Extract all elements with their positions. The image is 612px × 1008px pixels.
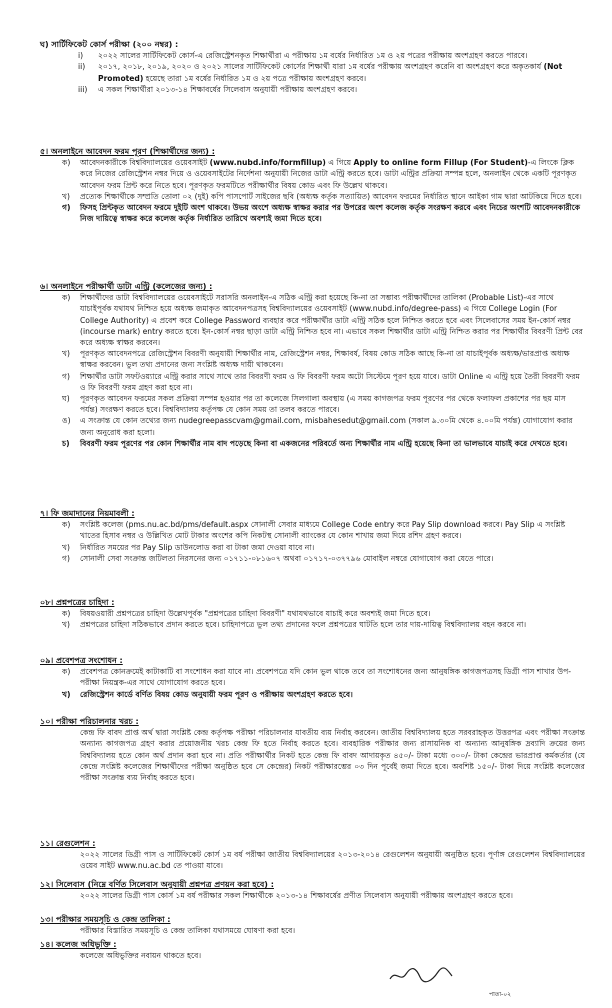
item-text: রেজিস্ট্রেশন কার্ডে বর্ণিত বিষয় কোড অনুযায়ী ফরম পূরণ ও পরীক্ষায় অংশগ্রহণ করতে হবে।	[80, 689, 353, 699]
section-body: কলেজে অধিভুক্তির নবায়ন থাকতে হবে।	[80, 951, 202, 961]
item-marker: গ)	[62, 371, 70, 381]
section-heading: ০৮। প্রশ্নপত্রের চাহিদা :	[40, 598, 115, 607]
item-text: পূরণকৃত আবেদন ফরমের সকল প্রক্রিয়া সম্পন্ন হওয়ার পর তা কলেজে সিলগালা অবস্থায় (এ সময় কাগজপত্র ফরম পূরণের পর থেকে ফলাফল প্রকাশের পর ছয় মাস পর্যন্ত) সংরক্ষণ করতে হবে। বিশ্ববিদ্যালয় কর্তৃপক্ষ যে কোন সময় তা তলব করতে পারবে।	[80, 394, 566, 415]
section-regulation	[40, 838, 585, 872]
item-text-bold: (Not Promoted)	[98, 62, 563, 83]
item-marker: চ)	[62, 438, 70, 448]
item-text: ২০১৭, ২০১৮, ২০১৯, ২০২০ ও ২০২১ সালের সার্টিফিকেট কোর্সের শিক্ষার্থী যারা ১ম বর্ষের পরীক্ষায় অংশগ্রহণ করেনি বা অংশগ্রহণ করে অকৃতকার্য	[98, 62, 542, 72]
item-text: প্রশ্নপত্রের চাহিদা সঠিকভাবে প্রদান করতে হবে। চাহিদাপত্রে ভুল তথ্য প্রদানের ফলে প্রশ্নপত্রের ঘাটতি হলে তার দায়-দায়িত্ব বিশ্ববিদ্যালয় বহন করবে না।	[80, 620, 527, 630]
item-marker: গ)	[62, 553, 70, 563]
item-marker: i)	[78, 51, 84, 61]
section-heading: ৫। অনলাইনে আবেদন ফরম পূরণ (শিক্ষার্থীদের জন্য) :	[40, 147, 215, 156]
section-heading: ১৩। পরীক্ষার সময়সূচি ও কেন্দ্র তালিকা :	[40, 915, 171, 924]
item-text-bold: Apply to online form Fillup (For Student)	[353, 158, 528, 168]
section-body: কেন্দ্র ফি বাবদ প্রাপ্ত অর্থ দ্বারা সংশ্লিষ্ট কেন্দ্র কর্তৃপক্ষ পরীক্ষা পরিচালনার যাবতীয় ব্যয় নির্বাহ করবেন। জাতীয় বিশ্ববিদ্যালয় হতে সরবরাহকৃত উত্তরপত্র এবং পরীক্ষা সংক্রান্ত অন্যান্য কাগজপত্র গ্রহণ করার প্রয়োজনীয় খরচ কেন্দ্র ফি হতে নির্বাহ করতে হবে। ব্যবহারিক পরীক্ষার জন্য রাসায়নিক বা অন্যান্য আনুষঙ্গিক দ্রব্যাদি ক্রয়ের জন্য বিশ্ববিদ্যালয় হতে কোন অর্থ প্রদান করা হবে না। প্রতি পরীক্ষার্থীর নিকট হতে কেন্দ্র ফি বাবদ আদায়কৃত ৪৫০/- টাকা মধ্যে ৩০০/- টাকা কেন্দ্রের ভারপ্রাপ্ত কর্মকর্তার (যে কেন্দ্রে সংশ্লিষ্ট কলেজের শিক্ষার্থীদের পরীক্ষা অনুষ্ঠিত হবে সে কেন্দ্রের) নিকট পরীক্ষারম্ভের ০৩ দিন পূর্বেই জমা দিতে হবে। অবশিষ্ট ১৫০/- টাকা দিয়ে সংশ্লিষ্ট কলেজের পরীক্ষা সংক্রান্ত ব্যয় নির্বাহ করতে হবে।	[80, 728, 585, 783]
section-admit-card-correction	[40, 655, 585, 700]
section-heading: ১২। সিলেবাস (নিম্নে বর্ণিত সিলেবাস অনুযায়ী প্রশ্নপত্র প্রণয়ন করা হবে) :	[40, 880, 274, 889]
section-fee-deposit-rules	[40, 508, 585, 564]
section-heading: ১৪। কলেজ অধিভুক্তি :	[40, 940, 117, 949]
section-college-affiliation	[40, 939, 585, 961]
item-text: পূরণকৃত আবেদনপত্রে রেজিস্ট্রেশন বিবরণী অনুযায়ী শিক্ষার্থীর নাম, রেজিস্ট্রেশন নম্বর, শিক্ষাবর্ষ, বিষয় কোড সঠিক আছে কি-না তা যাচাইপূর্বক অধ্যক্ষ/ভারপ্রাপ্ত অধ্যক্ষ স্বাক্ষর করবেন। ভুল তথ্য প্রদানের জন্য সংশ্লিষ্ট অধ্যক্ষ দায়ী থাকবেন।	[80, 349, 570, 370]
section-heading: ঘ) সার্টিফিকেট কোর্স পরীক্ষা (২০০ নম্বর) :	[40, 40, 179, 49]
item-text: প্রত্যেক শিক্ষার্থীকে সম্প্রতি তোলা ০২ (দুই) কপি পাসপোর্ট সাইজের ছবি (অধ্যক্ষ কর্তৃক সত্যায়িত) আবেদন ফরমের নির্ধারিত স্থানে আইকা গাম দ্বারা আটকিয়ে দিতে হবে।	[80, 191, 582, 201]
section-body: ২০২২ সালের ডিগ্রী পাস ও সার্টিফিকেট কোর্স ১ম বর্ষ পরীক্ষা জাতীয় বিশ্ববিদ্যালয়ের ২০১৩-২০১৪ রেগুলেশন অনুযায়ী অনুষ্ঠিত হবে। পূর্ণাঙ্গ রেগুলেশন বিশ্ববিদ্যালয়ের ওয়েব সাইট www.nu.ac.bd তে পাওয়া যাবে।	[80, 850, 585, 871]
item-marker: ii)	[78, 62, 86, 72]
item-text: এ সংক্রান্ত যে কোন তথ্যের জন্য nudegreepasscvam@gmail.com, misbahesedut@gmail.com (সকাল ৯.৩০মি থেকে ৪.০০মি পর্যন্ত) যোগাযোগ করার জন্য অনুরোধ করা হলো।	[80, 416, 573, 437]
section-online-form-fillup	[40, 146, 585, 224]
item-marker: খ)	[62, 349, 70, 359]
item-text: ফিসহ প্রিন্টকৃত আবেদন ফরমে দুইটি অংশ থাকবে। উভয় অংশে অধ্যক্ষ স্বাক্ষর করার পর উপরের অংশ কলেজ কর্তৃক সংরক্ষণ করবে এবং নিচের অংশটি আবেদনকারীকে নিজ দায়িত্বে স্বাক্ষর করে কলেজ কর্তৃক নির্ধারিত তারিখে অবশ্যই জমা দিতে হবে।	[80, 203, 581, 224]
page-number: পাতা-০২	[489, 991, 512, 998]
section-heading: ৬। অনলাইনে পরীক্ষার্থী ডাটা এন্ট্রি (কলেজের জন্য) :	[40, 282, 213, 291]
item-text: ২০২২ সালের সার্টিফিকেট কোর্স-এ রেজিস্ট্রেশনকৃত শিক্ষার্থীরা এ পরীক্ষায় ১ম বর্ষের নির্ধারিত ১ম ও ২য় পত্রের পরীক্ষায় অংশগ্রহণ করতে পারবে।	[98, 51, 528, 61]
item-text: সোনালী সেবা সংক্রান্ত জটিলতা নিরসনের জন্য ০১৭১১-০৮১৬০৭ অথবা ০১৭১৭-০৩৭৭৯৬ মোবাইল নম্বরে যোগাযোগ করা যেতে পারে।	[80, 553, 494, 563]
section-heading: ১১। রেগুলেশন :	[40, 839, 96, 848]
section-body: ২০২২ সালের ডিগ্রী পাস কোর্স ১ম বর্ষ পরীক্ষার সকল শিক্ষার্থীকে ২০১৩-১৪ শিক্ষাবর্ষের প্রণীত সিলেবাস অনুযায়ী পরীক্ষায় অংশগ্রহণ করতে হবে।	[80, 891, 513, 901]
website-link[interactable]: (www.nubd.info/formfillup)	[209, 158, 326, 168]
item-text: শিক্ষার্থীদের ডাটা বিশ্ববিদ্যালয়ের ওয়েবসাইটে সরাসরি অনলাইন-এ সঠিক এন্ট্রি করা হয়েছে কি-না তা সম্ভাব্য পরীক্ষার্থীদের তালিকা (Probable List)-এর সাথে যাচাইপূর্বক যথাযথ নিশ্চিত হয়ে অধ্যক্ষ জমাকৃত আবেদনপত্রসহ বিশ্ববিদ্যালয়ের ওয়েবসাইট (www.nubd.info/degree-pass) এ গিয়ে College Login (For College Authority) এ প্রবেশ করে College Password ব্যবহার করে পরীক্ষার্থীর ডাটা এন্ট্রি সঠিক হলে নিশ্চিত করতে হবে এবং সিলেবাসের সময় ইন-কোর্স নম্বর (incourse mark) entry করতে হবে। ইন-কোর্স নম্বর ছাড়া ডাটা এন্ট্রি নিশ্চিত হবে না। এভাবে সকল শিক্ষার্থীর ডাটা এন্ট্রি নিশ্চিত করার পর শিক্ষার্থীর বিবরণী প্রিন্ট বের করে অধ্যক্ষ স্বাক্ষর করবেন।	[80, 293, 583, 348]
section-certificate-course	[40, 39, 585, 95]
item-text: বিবরণী ফরম পূরণের পর কোন শিক্ষার্থীর নাম বাদ পড়েছে কিনা বা একজনের পরিবর্তে অন্য শিক্ষার্থীর নাম এন্ট্রি হয়েছে কিনা তা ভালভাবে যাচাই করে দেখতে হবে।	[80, 438, 568, 448]
item-marker: ক)	[62, 667, 71, 677]
section-heading: ৭। ফি জমাদানের নিয়মাবলী :	[40, 509, 135, 518]
handwritten-signature	[386, 965, 456, 985]
section-body: পরীক্ষার বিস্তারিত সময়সূচি ও কেন্দ্র তালিকা যথাসময়ে ঘোষণা করা হবে।	[80, 926, 296, 936]
section-exam-schedule	[40, 914, 585, 936]
item-marker: খ)	[62, 620, 70, 630]
item-text: নির্ধারিত সময়ের পর Pay Slip ডাউনলোড করা বা টাকা জমা দেওয়া যাবে না।	[80, 542, 315, 552]
item-marker: ঘ)	[62, 394, 70, 404]
item-marker: iii)	[78, 84, 88, 94]
item-text: হয়েছে তারা ১ম বর্ষের নির্ধারিত ১ম ও ২য় পত্রে পরীক্ষায় অংশগ্রহণ করবে।	[145, 73, 367, 83]
item-text: -এ লিংকে ক্লিক করে নিজের রেজিস্ট্রেশন নম্বর দিয়ে ও ওয়েবসাইটের নির্দেশনা অনুযায়ী নিজের ডাটা এন্ট্রি করতে হবে। ডাটা এন্ট্রির প্রক্রিয়া সম্পন্ন হলে, অনলাইন থেকে একটি পূরণকৃত আবেদন ফরম প্রিন্ট করে নিতে হবে। পূরণকৃত ফরমটিতে পরীক্ষার্থীর বিষয় কোড এবং ফি উল্লেখ থাকবে।	[80, 158, 577, 190]
section-heading: ০৯। প্রবেশপত্র সংশোধন :	[40, 656, 123, 665]
item-marker: গ)	[62, 203, 71, 213]
item-text: এ গিয়ে	[328, 158, 352, 168]
item-marker: ক)	[62, 158, 71, 168]
item-text: বিষয়ওয়ারী প্রশ্নপত্রের চাহিদা উল্লেখপূর্বক "প্রশ্নপত্রের চাহিদা বিবরণী" যথাযথভাবে যাচাই করে অবশ্যই জমা দিতে হবে।	[80, 609, 431, 619]
item-marker: খ)	[62, 191, 70, 201]
item-text: প্রবেশপত্র কোনক্রমেই কাটাকাটি বা সংশোধন করা যাবে না। প্রবেশপত্রে যদি কোন ভুল থাকে তবে তা সংশোধনের জন্য আনুষঙ্গিক কাগজপত্রসহ ডিগ্রী পাস শাখার উপ-পরীক্ষা নিয়ন্ত্রক-এর সাথে যোগাযোগ করতে হবে।	[80, 667, 572, 688]
item-marker: ক)	[62, 293, 71, 303]
item-marker: খ)	[62, 542, 70, 552]
section-heading: ১০। পরীক্ষা পরিচালনার খরচ :	[40, 717, 139, 726]
item-text: এ সকল শিক্ষার্থীরা ২০১৩-১৪ শিক্ষাবর্ষের সিলেবাস অনুযায়ী পরীক্ষায় অংশগ্রহণ করবে।	[98, 84, 358, 94]
item-marker: ক)	[62, 520, 71, 530]
item-marker: ক)	[62, 609, 71, 619]
item-marker: ঙ)	[62, 416, 71, 426]
section-examinee-data-entry	[40, 281, 585, 449]
item-text: শিক্ষার্থীর ডাটা সফটওয়্যারে এন্ট্রি করার সাথে সাথে তার বিবরণী ফরম ও ফি বিবরণী ফরম অটো সিস্টেমে পূরণ হয়ে যাবে। ডাটা Online এ এন্ট্রি হয়ে তৈরী বিবরণী ফরম ও ফি বিবরণী ফরম গ্রহণ করা হবে না।	[80, 371, 580, 392]
section-exam-conduct-cost	[40, 716, 585, 783]
item-text: আবেদনকারীকে বিশ্ববিদ্যালয়ের ওয়েবসাইট	[80, 158, 208, 168]
section-question-paper-demand	[40, 597, 585, 631]
item-text: সংশ্লিষ্ট কলেজ (pms.nu.ac.bd/pms/default.aspx সোনালী সেবার মাধ্যমে College Code entry করে Pay Slip download করবে। Pay Slip এ সংশ্লিষ্ট খাতের হিসাব নম্বর ও উল্লিখিত মোট টাকার অংশের কপি নিকটস্থ সোনালী ব্যাংকের যে কোন শাখায় জমা দিয়ে রশিদ গ্রহণ করবে।	[80, 520, 566, 541]
item-marker: খ)	[62, 689, 71, 699]
section-syllabus	[40, 879, 585, 901]
